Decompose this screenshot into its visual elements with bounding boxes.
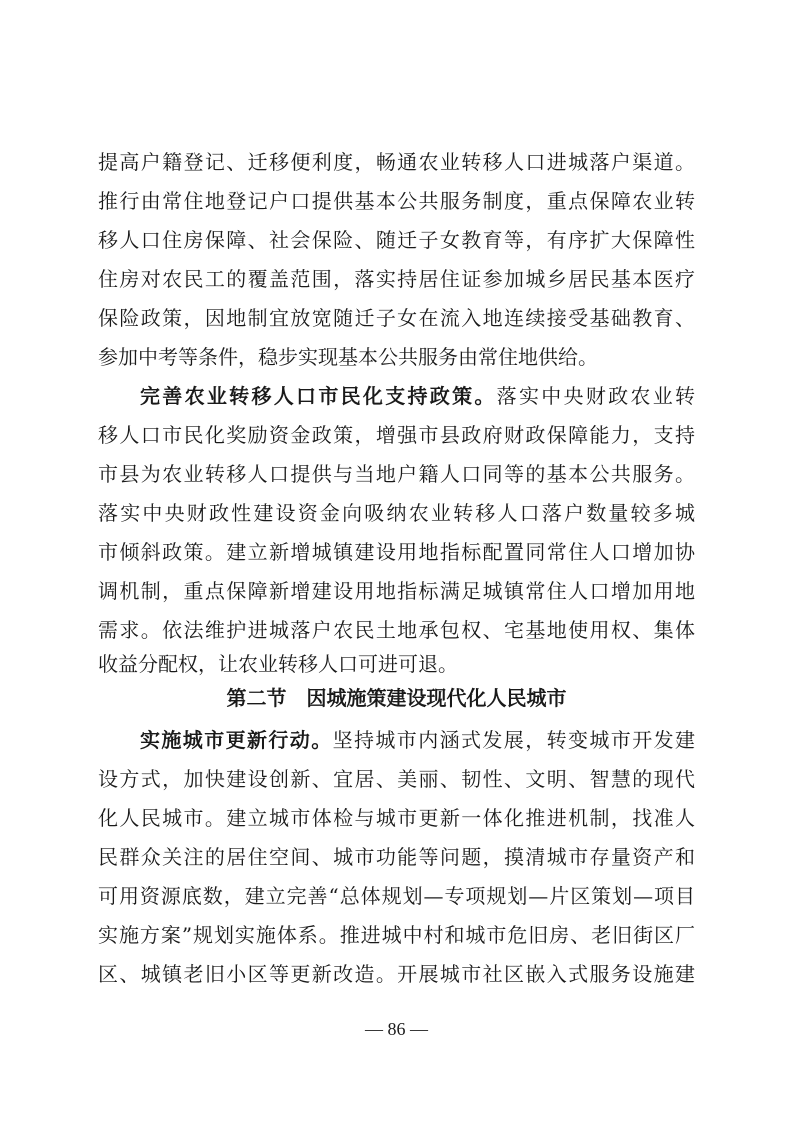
page-number: — 86 — (365, 1019, 428, 1039)
paragraph-3-lead-line (140, 728, 695, 752)
paragraph-1-line-4: 住房对农民工的覆盖范围，落实持居住证参加城乡居民基本医疗 (98, 267, 695, 291)
paragraph-3-line-5: 可用资源底数，建立完善“总体规划—专项规划—片区策划—项目 (98, 884, 695, 908)
paragraph-3-line-7: 区、城镇老旧小区等更新改造。开展城市社区嵌入式服务设施建 (98, 962, 695, 986)
paragraph-2-line-2: 移人口市民化奖励资金政策，增强市县政府财政保障能力，支持 (98, 423, 695, 447)
paragraph-1-line-3: 移人口住房保障、社会保险、随迁子女教育等，有序扩大保障性 (98, 228, 695, 252)
paragraph-2-line-7: 需求。依法维护进城落户农民土地承包权、宅基地使用权、集体 (98, 618, 695, 642)
paragraph-2-lead-rest: 落实中央财政农业转 (496, 384, 696, 408)
paragraph-2-line-3: 市县为农业转移人口提供与当地户籍人口同等的基本公共服务。 (98, 462, 695, 486)
paragraph-3-lead-rest: 坚持城市内涵式发展，转变城市开发建 (332, 728, 696, 752)
paragraph-3-lead-bold: 实施城市更新行动。 (140, 728, 333, 752)
paragraph-1-line-5: 保险政策，因地制宜放宽随迁子女在流入地连续接受基础教育、 (98, 306, 695, 330)
paragraph-1-line-6: 参加中考等条件，稳步实现基本公共服务由常住地供给。 (98, 345, 598, 369)
paragraph-3-line-4: 民群众关注的居住空间、城市功能等问题，摸清城市存量资产和 (98, 845, 695, 869)
paragraph-2-lead-bold: 完善农业转移人口市民化支持政策。 (140, 384, 497, 408)
paragraph-2-line-5: 市倾斜政策。建立新增城镇建设用地指标配置同常住人口增加协 (98, 540, 695, 564)
section-heading: 第二节 因城施策建设现代化人民城市 (226, 686, 567, 710)
paragraph-2-line-6: 调机制，重点保障新增建设用地指标满足城镇常住人口增加用地 (98, 579, 695, 603)
paragraph-1-line-1: 提高户籍登记、迁移便利度，畅通农业转移人口进城落户渠道。 (98, 150, 695, 174)
paragraph-2-line-4: 落实中央财政性建设资金向吸纳农业转移人口落户数量较多城 (98, 501, 695, 525)
paragraph-3-line-2: 设方式，加快建设创新、宜居、美丽、韧性、文明、智慧的现代 (98, 767, 695, 791)
paragraph-3-line-6: 实施方案”规划实施体系。推进城中村和城市危旧房、老旧街区厂 (98, 923, 695, 947)
paragraph-1-line-2: 推行由常住地登记户口提供基本公共服务制度，重点保障农业转 (98, 189, 695, 213)
paragraph-2-line-8: 收益分配权，让农业转移人口可进可退。 (98, 652, 458, 676)
paragraph-2-lead-line (140, 384, 695, 408)
paragraph-3-line-3: 化人民城市。建立城市体检与城市更新一体化推进机制，找准人 (98, 806, 695, 830)
